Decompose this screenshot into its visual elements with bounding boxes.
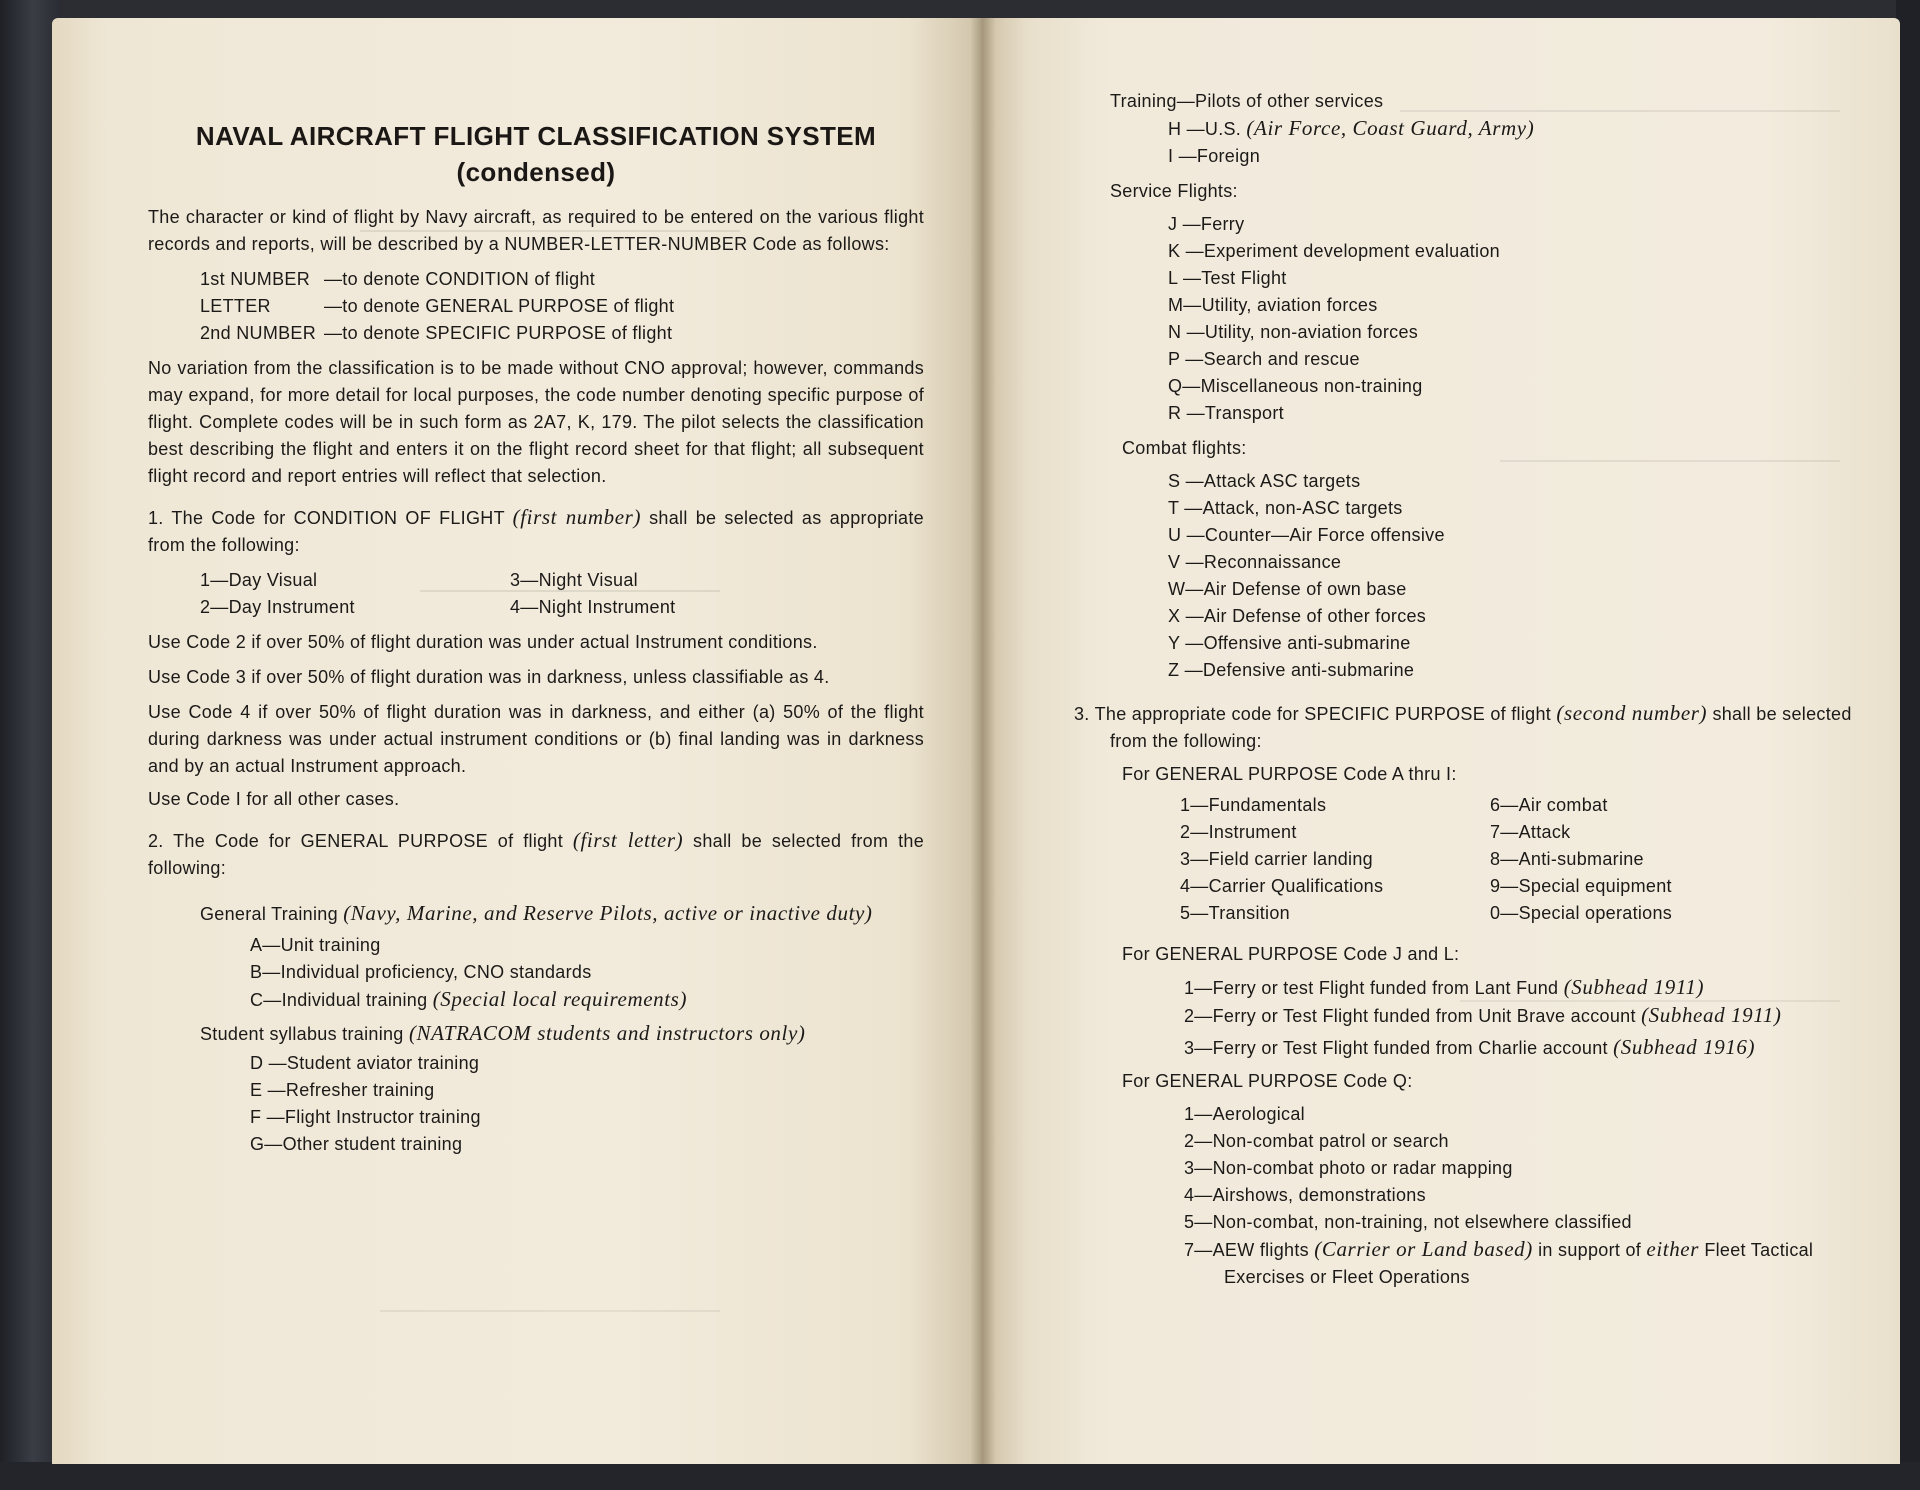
list-item: 8—Anti-submarine [1490, 849, 1644, 869]
list-item [1110, 1002, 1870, 1030]
code-def-row [200, 293, 924, 320]
code-def-key: 1st NUMBER [200, 269, 311, 289]
list-item: I —Foreign [1168, 146, 1261, 166]
list-item: 4—Airshows, demonstrations [1184, 1185, 1426, 1205]
code-q-list [1110, 1101, 1870, 1236]
section-2-heading [148, 827, 924, 882]
general-training-heading [148, 900, 924, 928]
combat-flights-label: Combat flights: [1122, 438, 1247, 458]
list-item: J —Ferry [1168, 214, 1245, 234]
list-item [250, 986, 924, 1014]
list-item-text: in support of [1538, 1240, 1642, 1260]
section-1-prefix: 1. The Code for CONDITION OF FLIGHT [148, 508, 505, 528]
code-def-value: —to denote SPECIFIC PURPOSE of flight [324, 323, 673, 343]
code-j-l-list [1110, 974, 1870, 1062]
list-item: 3—Field carrier landing [1180, 849, 1373, 869]
intro-paragraph: The character or kind of flight by Navy aircraft, as required to be entered on the various flight records and reports, will be described by a NUMBER-LETTER-NUMBER Code as follows: [148, 207, 924, 254]
use-code-2-note: Use Code 2 if over 50% of flight duration was under actual Instrument conditions. [148, 632, 818, 652]
list-item: K —Experiment development evaluation [1168, 241, 1500, 261]
code-def-row [200, 266, 924, 293]
condition-code: 2—Day Instrument [200, 597, 355, 617]
list-item: U —Counter—Air Force offensive [1168, 525, 1445, 545]
list-item: T —Attack, non-ASC targets [1168, 498, 1403, 518]
list-item-italic: (Subhead 1911) [1641, 1003, 1782, 1027]
left-page-content [148, 118, 924, 1158]
list-item-italic: (Subhead 1916) [1613, 1035, 1756, 1059]
page-subtitle: (condensed) [456, 157, 616, 187]
list-item: G—Other student training [250, 1134, 463, 1154]
list-item: 5—Transition [1180, 903, 1290, 923]
code-a-thru-i-label: For GENERAL PURPOSE Code A thru I: [1122, 764, 1457, 784]
list-item: D —Student aviator training [250, 1053, 480, 1073]
section-3-heading [1074, 700, 1870, 755]
list-item: N —Utility, non-aviation forces [1168, 322, 1419, 342]
list-item: S —Attack ASC targets [1168, 471, 1361, 491]
list-item: A—Unit training [250, 935, 381, 955]
list-item: F —Flight Instructor training [250, 1107, 481, 1127]
section-3-suffix: shall be selected from the following: [1110, 704, 1852, 751]
list-item: 2—Instrument [1180, 822, 1297, 842]
code-def-row [200, 320, 924, 347]
list-item: Y —Offensive anti-submarine [1168, 633, 1411, 653]
code-def-value: —to denote GENERAL PURPOSE of flight [324, 296, 675, 316]
list-item [1110, 1236, 1870, 1291]
student-training-list [148, 1050, 924, 1158]
general-training-list [148, 932, 924, 1014]
use-code-1-note: Use Code I for all other cases. [148, 789, 400, 809]
code-def-key: LETTER [200, 296, 271, 316]
list-item-italic: (Air Force, Coast Guard, Army) [1246, 116, 1535, 140]
list-item: 0—Special operations [1490, 903, 1673, 923]
condition-code: 3—Night Visual [510, 570, 638, 590]
list-item [1110, 1034, 1870, 1062]
list-item-italic: (Subhead 1911) [1563, 975, 1705, 999]
list-item: 5—Non-combat, non-training, not elsewhere classified [1184, 1212, 1632, 1232]
list-item: W—Air Defense of own base [1168, 579, 1407, 599]
book-cover-left [0, 0, 60, 1490]
section-1-italic: (first number) [512, 505, 642, 529]
list-item: L —Test Flight [1168, 268, 1287, 288]
section-2-italic: (first letter) [572, 828, 684, 852]
list-item-italic: (Carrier or Land based) [1314, 1237, 1533, 1261]
service-flights-label: Service Flights: [1110, 181, 1238, 201]
section-1-heading [148, 504, 924, 559]
use-code-3-note: Use Code 3 if over 50% of flight duration was in darkness, unless classifiable as 4. [148, 667, 830, 687]
code-q-label: For GENERAL PURPOSE Code Q: [1122, 1071, 1413, 1091]
list-item-text: C—Individual training [250, 990, 428, 1010]
list-item: 1—Aerological [1184, 1104, 1305, 1124]
code-definitions [148, 266, 924, 347]
list-item-italic: (Special local requirements) [432, 987, 688, 1011]
list-item: 2—Non-combat patrol or search [1184, 1131, 1449, 1151]
right-page-content [1074, 88, 1870, 1291]
service-flights-list [1110, 211, 1870, 427]
list-item: Q—Miscellaneous non-training [1168, 376, 1423, 396]
list-item: X —Air Defense of other forces [1168, 606, 1427, 626]
list-item: V —Reconnaissance [1168, 552, 1342, 572]
student-training-italic: (NATRACOM students and instructors only) [408, 1021, 806, 1045]
section-3-italic: (second number) [1556, 701, 1708, 725]
list-item: 3—Non-combat photo or radar mapping [1184, 1158, 1513, 1178]
combat-flights-list [1110, 468, 1870, 684]
student-training-heading [148, 1020, 924, 1048]
list-item-text: Fleet Tactical Exercises or Fleet Operations [1224, 1240, 1814, 1287]
code-j-l-label: For GENERAL PURPOSE Code J and L: [1122, 944, 1460, 964]
condition-code: 1—Day Visual [200, 570, 318, 590]
section-3-prefix: 3. The appropriate code for SPECIFIC PURPOSE of flight [1074, 704, 1552, 724]
book-cover-bottom [0, 1462, 1920, 1490]
variation-paragraph: No variation from the classification is to be made without CNO approval; however, commands may expand, for more detail for local purposes, the code number denoting specific purpose of flight. Complete codes will be in such form as 2A7, K, 179. The pilot selects the classification best describing the flight and enters it on the flight record sheet for that flight; all subsequent flight record and report entries will reflect that selection. [148, 358, 924, 486]
list-item: E —Refresher training [250, 1080, 435, 1100]
list-item: P —Search and rescue [1168, 349, 1360, 369]
list-item: 4—Carrier Qualifications [1180, 876, 1384, 896]
section-1-suffix: shall be selected as appropriate from the following: [148, 508, 924, 555]
list-item-text: 1—Ferry or test Flight funded from Lant Fund [1184, 978, 1559, 998]
list-item: 9—Special equipment [1490, 876, 1672, 896]
page-title: NAVAL AIRCRAFT FLIGHT CLASSIFICATION SYSTEM [195, 121, 877, 151]
list-item-text: 3—Ferry or Test Flight funded from Charlie account [1184, 1038, 1608, 1058]
list-item: R —Transport [1168, 403, 1284, 423]
condition-code: 4—Night Instrument [510, 597, 676, 617]
list-item: 6—Air combat [1490, 795, 1608, 815]
list-item: M—Utility, aviation forces [1168, 295, 1378, 315]
list-item: 1—Fundamentals [1180, 795, 1327, 815]
list-item: 7—Attack [1490, 822, 1571, 842]
list-item-italic: either [1646, 1237, 1699, 1261]
use-code-4-note: Use Code 4 if over 50% of flight duration was in darkness, and either (a) 50% of the flight during darkness was under actual instrument conditions or (b) final landing was in darkness and by an actual Instrument approach. [148, 702, 924, 776]
section-2-prefix: 2. The Code for GENERAL PURPOSE of flight [148, 831, 564, 851]
condition-codes [148, 567, 924, 621]
list-item-text: H —U.S. [1168, 119, 1242, 139]
list-item [1110, 974, 1870, 1002]
list-item: Z —Defensive anti-submarine [1168, 660, 1415, 680]
code-def-value: —to denote CONDITION of flight [324, 269, 596, 289]
general-training-label: General Training [200, 904, 338, 924]
list-item-text: 7—AEW flights [1184, 1240, 1309, 1260]
list-item: B—Individual proficiency, CNO standards [250, 962, 592, 982]
general-training-italic: (Navy, Marine, and Reserve Pilots, active or inactive duty) [343, 901, 873, 925]
training-other-label: Training—Pilots of other services [1110, 91, 1384, 111]
student-training-label: Student syllabus training [200, 1024, 404, 1044]
book-gutter [970, 18, 996, 1464]
code-a-thru-i-list [1110, 792, 1870, 927]
list-item-text: 2—Ferry or Test Flight funded from Unit Brave account [1184, 1006, 1636, 1026]
list-item [1110, 115, 1870, 143]
section-2-suffix: shall be selected from the following: [148, 831, 925, 878]
code-def-key: 2nd NUMBER [200, 323, 317, 343]
